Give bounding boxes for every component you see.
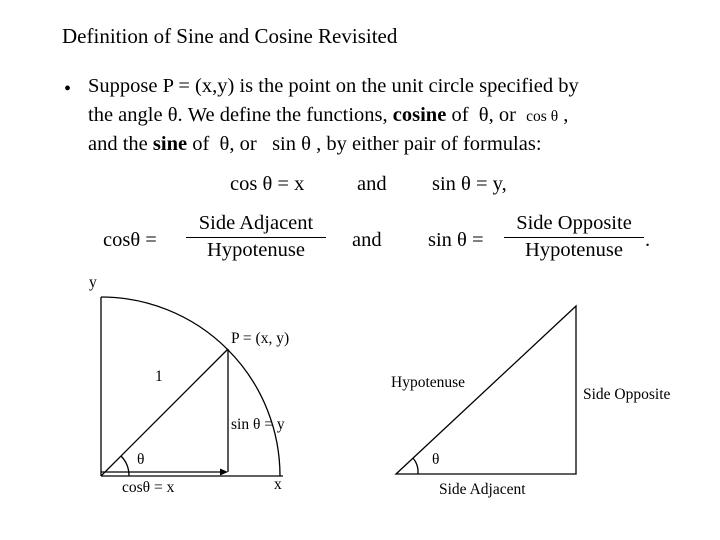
x-axis-label: x	[274, 476, 282, 493]
side-opposite-label: Side Opposite	[583, 386, 671, 403]
angle-theta-label: θ	[432, 451, 440, 468]
bullet-text: , by either pair of formulas:	[316, 133, 542, 155]
bullet-marker: •	[64, 78, 72, 100]
bullet-text: the angle	[88, 104, 163, 126]
sin-ratio-denominator: Hypotenuse	[525, 239, 623, 261]
cosine-term: cosine	[392, 104, 447, 126]
bullet-text: . We define the functions,	[177, 104, 388, 126]
formula-cos-equals-x: cos θ = x	[230, 173, 305, 195]
formula-and: and	[357, 173, 387, 195]
cos-ratio-denominator: Hypotenuse	[207, 239, 305, 261]
bullet-line-1: Suppose P = (x,y) is the point on the unit circle specified by	[88, 75, 579, 97]
hypotenuse-label: Hypotenuse	[391, 374, 466, 391]
y-axis-label: y	[89, 274, 97, 291]
cos-equals-x-label: cosθ = x	[122, 479, 175, 496]
bullet-text: , or	[488, 104, 516, 126]
slide-title: Definition of Sine and Cosine Revisited	[62, 24, 398, 48]
bullet-text: , or	[229, 133, 257, 155]
cos-ratio-numerator: Side Adjacent	[198, 212, 314, 234]
theta-symbol: θ	[167, 104, 178, 126]
radius-line	[101, 349, 228, 476]
bullet-text: and the	[88, 133, 148, 155]
side-adjacent-label: Side Adjacent	[439, 481, 526, 498]
sin-ratio-numerator: Side Opposite	[516, 212, 632, 234]
sin-theta-notation: sin θ	[272, 133, 311, 155]
cos-arrowhead	[220, 469, 228, 476]
point-p-label: P = (x, y)	[231, 330, 290, 347]
formula-period: .	[645, 229, 651, 251]
theta-symbol: θ	[478, 104, 489, 126]
cos-ratio-lhs: cosθ =	[103, 229, 157, 251]
radius-label: 1	[155, 368, 163, 385]
angle-theta-label: θ	[137, 451, 145, 468]
unit-circle-figure	[101, 297, 283, 476]
bullet-text: ,	[563, 104, 569, 126]
sine-term: sine	[152, 133, 188, 155]
formula-sin-equals-y: sin θ = y,	[432, 173, 507, 195]
bullet-text: of	[451, 104, 469, 126]
angle-arc	[121, 456, 129, 476]
sin-equals-y-label: sin θ = y	[231, 416, 285, 433]
theta-symbol: θ	[219, 133, 230, 155]
sin-ratio-lhs: sin θ =	[428, 229, 484, 251]
angle-arc	[413, 458, 418, 474]
formula-and: and	[352, 229, 382, 251]
cos-theta-notation: cos θ	[526, 108, 559, 125]
bullet-text: of	[192, 133, 210, 155]
